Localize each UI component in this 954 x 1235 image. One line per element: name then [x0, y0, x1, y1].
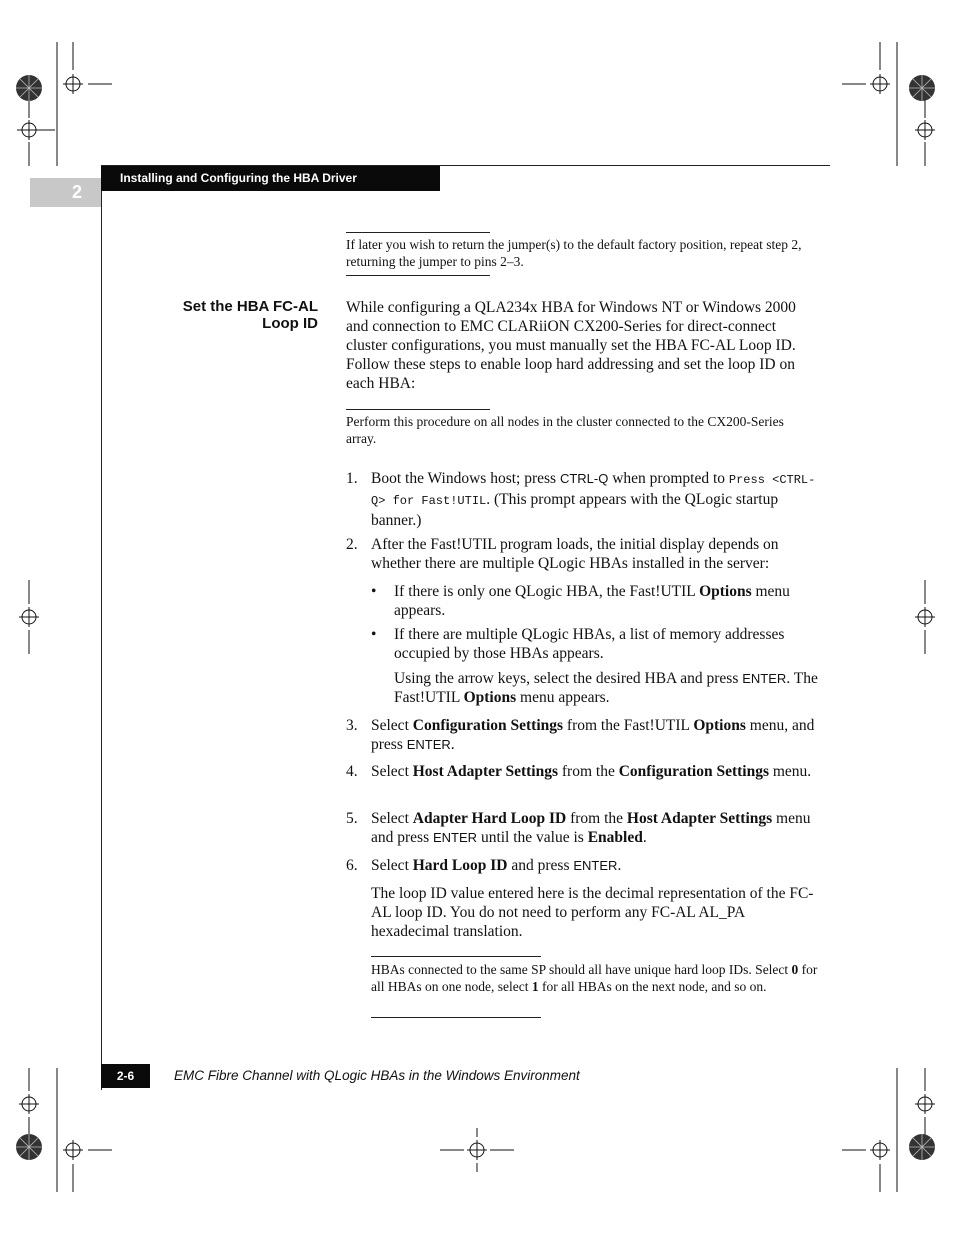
step6-text: Select Hard Loop ID and press ENTER.: [371, 857, 622, 874]
step1-prompt-code: Press <CTRL-Q> for Fast!UTIL: [371, 473, 816, 508]
step4-number: 4.: [346, 763, 358, 780]
step2-bullet2-text: If there are multiple QLogic HBAs, a list of memory addresses occupied by those HBAs appears.: [394, 626, 785, 662]
note3-text: HBAs connected to the same SP should all have unique hard loop IDs. Select 0 for all HBAs on one node, select 1 for all HBAs on the next node, and so on.: [371, 962, 818, 994]
section-heading-line2: Loop ID: [262, 315, 318, 332]
footer-book-title: EMC Fibre Channel with QLogic HBAs in the Windows Environment: [174, 1068, 580, 1083]
step2-bullet2-symbol: •: [371, 626, 377, 643]
step6-number: 6.: [346, 857, 358, 874]
note3-bottom-rule: [371, 1017, 541, 1018]
step1-text: Boot the Windows host; press CTRL-Q when prompted to Press <CTRL-Q> for Fast!UTIL. (This prompt appears with the QLogic startup banner.): [371, 470, 816, 529]
step1-number: 1.: [346, 470, 358, 487]
section-heading-line1: Set the HBA FC-AL: [182, 298, 318, 315]
step4-text: Select Host Adapter Settings from the Configuration Settings menu.: [371, 763, 812, 780]
left-margin-rule: [101, 166, 102, 1090]
footer-page-number: 2-6: [116, 1069, 135, 1083]
step5-number: 5.: [346, 810, 358, 827]
step5-text: Select Adapter Hard Loop ID from the Host Adapter Settings menu and press ENTER until the value is Enabled.: [371, 810, 811, 846]
step2-text: After the Fast!UTIL program loads, the initial display depends on whether there are multiple QLogic HBAs installed in the server:: [371, 536, 779, 572]
note1-text: If later you wish to return the jumper(s) to the default factory position, repeat step 2, returning the jumper to pins 2–3.: [346, 237, 802, 269]
note1-bottom-rule: [346, 275, 490, 276]
note1-top-rule: [346, 232, 490, 233]
note3-top-rule: [371, 956, 541, 957]
step2-bullet2-followup: Using the arrow keys, select the desired HBA and press ENTER. The Fast!UTIL Options menu appears.: [394, 670, 818, 706]
step1-key: CTRL-Q: [559, 471, 609, 486]
note2-text: Perform this procedure on all nodes in the cluster connected to the CX200-Series array.: [346, 414, 784, 446]
step3-number: 3.: [346, 717, 358, 734]
note2-top-rule: [346, 409, 490, 410]
running-title: Installing and Configuring the HBA Driver: [120, 171, 357, 185]
chapter-number: 2: [71, 182, 82, 202]
section-heading: [150, 298, 318, 332]
step2-bullet1-symbol: •: [371, 583, 377, 600]
step3-text: Select Configuration Settings from the Fast!UTIL Options menu, and press ENTER.: [371, 717, 815, 753]
section-intro: While configuring a QLA234x HBA for Windows NT or Windows 2000 and connection to EMC CLARiiON CX200-Series for direct-connect cluster configurations, you must manually set the HBA FC-AL Loop ID. Follow these steps to enable loop hard addressing and set the loop ID on each HBA:: [346, 299, 796, 392]
step6-paragraph: The loop ID value entered here is the decimal representation of the FC-AL loop ID. You do not need to perform any FC-AL AL_PA hexadecimal translation.: [371, 885, 814, 940]
step2-bullet1-text: If there is only one QLogic HBA, the Fast!UTIL Options menu appears.: [394, 583, 790, 619]
step2-number: 2.: [346, 536, 358, 553]
